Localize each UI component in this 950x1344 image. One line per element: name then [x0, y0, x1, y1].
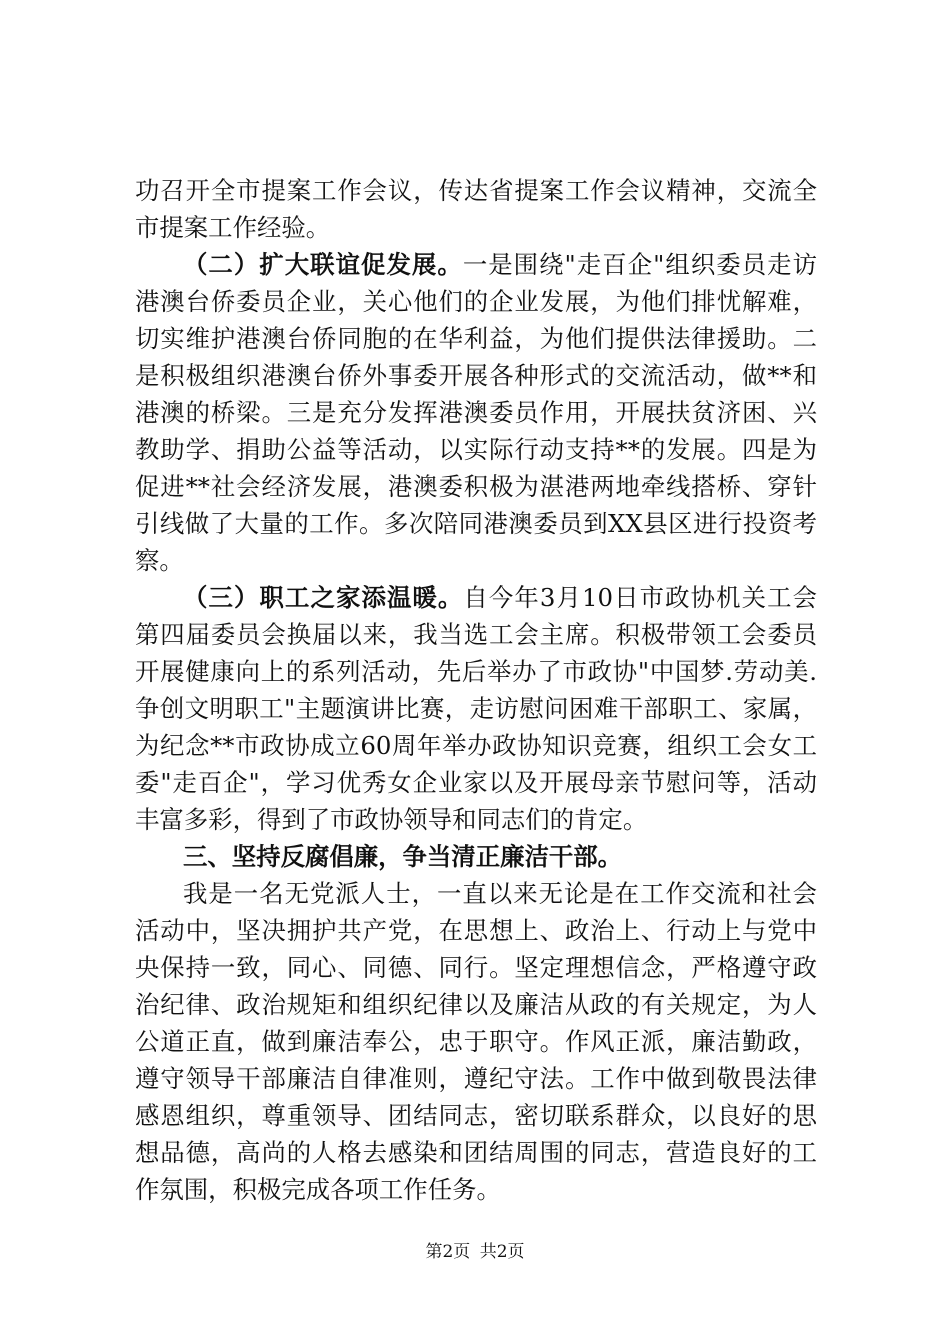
- paragraph-line: [135, 246, 817, 283]
- page-footer: [0, 1241, 950, 1263]
- paragraph-line: 开展健康向上的系列活动，先后举办了市政协"中国梦.劳动美.: [135, 657, 817, 686]
- paragraph-line: 功召开全市提案工作会议，传达省提案工作会议精神，交流全: [135, 176, 817, 205]
- paragraph-self-statement: [135, 875, 817, 1208]
- paragraph-line: 港澳的桥梁。三是充分发挥港澳委员作用，开展扶贫济困、兴: [135, 398, 817, 427]
- paragraph-workers-home: [135, 579, 817, 838]
- section-heading: （三）职工之家添温暖。: [183, 583, 464, 612]
- paragraph-line: 察。: [135, 546, 184, 575]
- section-heading: 三、坚持反腐倡廉，争当清正廉洁干部。: [183, 842, 623, 871]
- paragraph-line: 是积极组织港澳台侨外事委开展各种形式的交流活动，做**和: [135, 361, 817, 390]
- page-total: 共2页: [479, 1242, 525, 1262]
- paragraph-line: 引线做了大量的工作。多次陪同港澳委员到XX县区进行投资考: [135, 509, 817, 538]
- paragraph-line: 为纪念**市政协成立60周年举办政协知识竞赛，组织工会女工: [135, 731, 817, 760]
- paragraph-expand-friendship: [135, 246, 817, 579]
- paragraph-line: 促进**社会经济发展，港澳委积极为湛港两地牵线搭桥、穿针: [135, 472, 817, 501]
- paragraph-anti-corruption-heading: [135, 838, 817, 875]
- paragraph-line: 第四届委员会换届以来，我当选工会主席。积极带领工会委员: [135, 620, 817, 649]
- paragraph-line: 争创文明职工"主题演讲比赛，走访慰问困难干部职工、家属，: [135, 694, 817, 723]
- paragraph-line: 教助学、捐助公益等活动，以实际行动支持**的发展。四是为: [135, 435, 817, 464]
- paragraph-line: 我是一名无党派人士，一直以来无论是在工作交流和社会: [183, 879, 817, 908]
- paragraph-line: 港澳台侨委员企业，关心他们的企业发展，为他们排忧解难，: [135, 287, 817, 316]
- paragraph-line: 作氛围，积极完成各项工作任务。: [135, 1175, 501, 1204]
- paragraph-line: 公道正直，做到廉洁奉公，忠于职守。作风正派，廉洁勤政，: [135, 1027, 817, 1056]
- page-number: 第2页: [425, 1242, 471, 1262]
- paragraph-line: [135, 579, 817, 616]
- paragraph-line: 市提案工作经验。: [135, 213, 331, 242]
- paragraph-line: 活动中，坚决拥护共产党，在思想上、政治上、行动上与党中: [135, 916, 817, 945]
- paragraph-text: 自今年3月10日市政协机关工会: [463, 583, 817, 612]
- paragraph-line: 感恩组织，尊重领导、团结同志，密切联系群众，以良好的思: [135, 1101, 817, 1130]
- paragraph-line: 想品德，高尚的人格去感染和团结周围的同志，营造良好的工: [135, 1138, 817, 1167]
- paragraph-line: 遵守领导干部廉洁自律准则，遵纪守法。工作中做到敬畏法律: [135, 1064, 817, 1093]
- paragraph-line: 央保持一致，同心、同德、同行。坚定理想信念，严格遵守政: [135, 953, 817, 982]
- paragraph-line: 丰富多彩，得到了市政协领导和同志们的肯定。: [135, 805, 648, 834]
- paragraph-line: 切实维护港澳台侨同胞的在华利益，为他们提供法律援助。二: [135, 324, 817, 353]
- paragraph-line: 委"走百企"，学习优秀女企业家以及开展母亲节慰问等，活动: [135, 768, 817, 797]
- section-heading: （二）扩大联谊促发展。: [183, 250, 463, 279]
- paragraph-line: 治纪律、政治规矩和组织纪律以及廉洁从政的有关规定，为人: [135, 990, 817, 1019]
- document-body: [135, 172, 817, 1208]
- paragraph-continuation: [135, 172, 817, 246]
- paragraph-text: 一是围绕"走百企"组织委员走访: [462, 250, 817, 279]
